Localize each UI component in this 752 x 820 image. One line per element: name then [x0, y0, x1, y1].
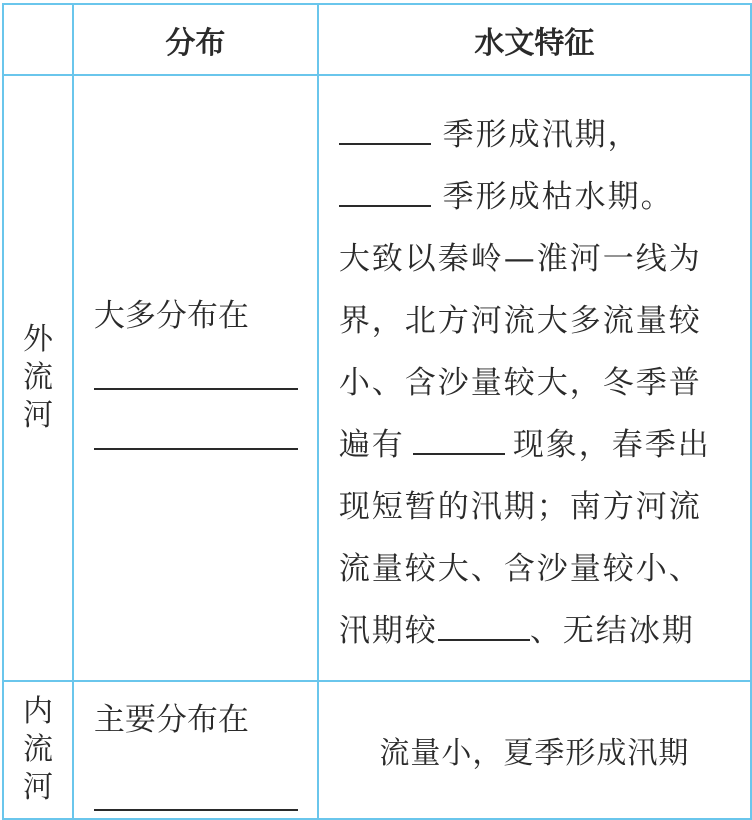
- header-row: [3, 4, 751, 75]
- feature-line: [339, 104, 730, 228]
- header-hydrology-features: 水文特征: [318, 4, 751, 75]
- answer-blank[interactable]: [339, 143, 431, 145]
- distribution-text: 大多分布在: [93, 298, 249, 334]
- row-label-char: 流: [22, 360, 53, 395]
- answer-blank[interactable]: [94, 448, 298, 450]
- answer-blank[interactable]: [94, 388, 298, 390]
- distribution-endorheic: [73, 681, 318, 819]
- row-label-endorheic: [3, 681, 73, 819]
- feature-text: 季形成枯水期。: [430, 179, 674, 215]
- header-distribution: 分布: [73, 4, 318, 75]
- header-empty-cell: [3, 4, 73, 75]
- table-row-exorheic: [3, 75, 751, 681]
- feature-text: 季形成汛期，: [430, 117, 641, 153]
- row-label-char: 流: [22, 732, 53, 767]
- feature-text: 、无结冰期: [529, 613, 695, 649]
- feature-text: 大致以秦岭—淮河一线为界，北方河流大多流量较小、含沙量较大，冬季普遍有: [338, 241, 702, 463]
- hydrology-table: [2, 3, 752, 820]
- row-label-exorheic: [3, 75, 73, 681]
- answer-blank[interactable]: [438, 639, 530, 641]
- row-label-char: 内: [22, 694, 53, 729]
- row-label-char: 外: [22, 322, 53, 357]
- feature-paragraph: [339, 228, 730, 662]
- table-row-endorheic: [3, 681, 751, 819]
- distribution-text: 主要分布在: [93, 702, 249, 738]
- row-label-char: 河: [22, 770, 53, 805]
- answer-blank[interactable]: [413, 453, 505, 455]
- answer-blank[interactable]: [339, 205, 431, 207]
- answer-blank[interactable]: [94, 809, 298, 811]
- distribution-exorheic: [73, 75, 318, 681]
- features-exorheic: [318, 75, 751, 681]
- features-endorheic: 流量小，夏季形成汛期: [318, 681, 751, 819]
- feature-text: 现象，春季出现短暂的汛期；南方河流流量较大、含沙量较小、汛期较: [338, 427, 711, 649]
- row-label-char: 河: [22, 398, 53, 433]
